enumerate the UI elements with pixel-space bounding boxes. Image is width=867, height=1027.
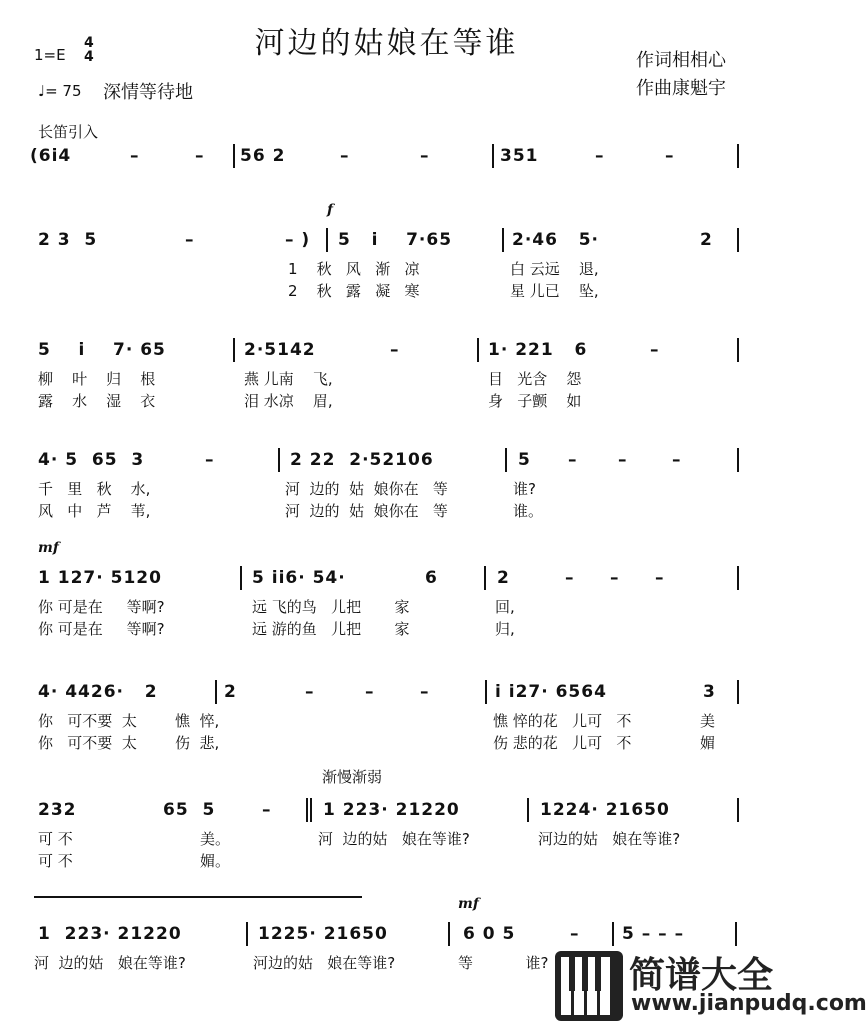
note-group: 5 i 7·65 (338, 230, 453, 250)
lyric-verse-2: 你 可不要 太 伤 悲, (38, 734, 220, 752)
note-group: – (195, 146, 205, 166)
lyric-verse-2: 谁。 (513, 502, 544, 520)
note-group: 5 i 7· 65 (38, 340, 166, 360)
lyric-verse-2: 露 水 湿 衣 (38, 392, 156, 410)
bar-line (215, 680, 217, 704)
lyric-verse-1: 燕 儿南 飞, (244, 370, 333, 388)
lyric-verse-1: 柳 叶 归 根 (38, 370, 156, 388)
note-group: 2 3 5 (38, 230, 98, 250)
note-group: – ) (285, 230, 311, 250)
song-title: 河边的姑娘在等谁 (254, 26, 519, 61)
lyric-verse-1: 你 可是在 等啊? (38, 598, 165, 616)
tempo-instruction: 渐慢渐弱 (322, 768, 383, 786)
note-group: 2 (700, 230, 713, 250)
watermark-logo (555, 945, 867, 1027)
note-group: 2 22 2·52106 (290, 450, 434, 470)
note-group: 3 (703, 682, 716, 702)
note-group: – (420, 682, 430, 702)
lyric-verse-2: 泪 水凉 眉, (244, 392, 333, 410)
bar-line (246, 922, 248, 946)
note-group: 2·46 5· (512, 230, 599, 250)
lyric-verse-2: 伤 悲的花 儿可 不 (493, 734, 632, 752)
lyric-verse-1: 白 云远 退, (510, 260, 599, 278)
bar-line (612, 922, 614, 946)
lyric-verse-1: 远 飞的鸟 儿把 家 (252, 598, 410, 616)
lyric-verse-1: 你 可不要 太 憔 悴, (38, 712, 220, 730)
lyric-verse-1: 目 光含 怨 (488, 370, 582, 388)
lyric-verse-2: 2 秋 露 凝 寒 (288, 282, 420, 300)
note-group: – (185, 230, 195, 250)
expression-mark: 深情等待地 (103, 82, 193, 103)
note-group: – (665, 146, 675, 166)
composer: 作曲康魁宇 (636, 78, 726, 99)
note-group: 1 127· 5120 (38, 568, 162, 588)
note-group: – (595, 146, 605, 166)
note-group: 351 (500, 146, 539, 166)
bar-line (310, 798, 312, 822)
note-group: – (568, 450, 578, 470)
note-group: – (565, 568, 575, 588)
bar-line (737, 566, 739, 590)
lyric-verse-2: 河 边的 姑 娘你在 等 (285, 502, 448, 520)
bar-line (737, 338, 739, 362)
lyric-verse-1: 河 边的姑 娘在等谁? (34, 954, 186, 972)
bar-line (240, 566, 242, 590)
note-group: 5 ii6· 54· (252, 568, 346, 588)
bar-line (735, 922, 737, 946)
lyric-verse-2: 身 子颤 如 (488, 392, 582, 410)
note-group: – (672, 450, 682, 470)
bar-line (278, 448, 280, 472)
note-group: 6 (425, 568, 438, 588)
note-group: – (610, 568, 620, 588)
lyric-verse-2: 媚 (700, 734, 716, 752)
note-group: – (618, 450, 628, 470)
note-group: – (305, 682, 315, 702)
note-group: 2 (497, 568, 510, 588)
bar-line (737, 798, 739, 822)
lyric-verse-2: 风 中 芦 苇, (38, 502, 151, 520)
note-group: – (262, 800, 272, 820)
piano-icon (555, 951, 623, 1021)
note-group: 1 223· 21220 (38, 924, 182, 944)
note-group: 4· 5 65 3 (38, 450, 145, 470)
bar-line (737, 448, 739, 472)
note-group: 1225· 21650 (258, 924, 388, 944)
lyric-verse-1: 谁? (513, 480, 536, 498)
note-group: 5 – – – (622, 924, 685, 944)
bar-line (505, 448, 507, 472)
lyric-verse-1: 美 (700, 712, 716, 730)
note-group: 1224· 21650 (540, 800, 670, 820)
time-top: 4 (84, 35, 94, 51)
bar-line (233, 338, 235, 362)
note-group: 1· 221 6 (488, 340, 588, 360)
note-group: 4· 4426· 2 (38, 682, 158, 702)
watermark-text: 简谱大全 (629, 955, 774, 996)
bar-line (527, 798, 529, 822)
lyric-verse-1: 河边的姑 娘在等谁? (538, 830, 681, 848)
bar-line (502, 228, 504, 252)
key-signature: 1=E (34, 46, 66, 64)
bar-line (306, 798, 308, 822)
dynamic-mark: mf (458, 896, 479, 912)
lyric-verse-1: 河边的姑 娘在等谁? (253, 954, 396, 972)
lyric-verse-2: 归, (495, 620, 515, 638)
lyric-verse-1: 回, (495, 598, 515, 616)
lyric-verse-2: 星 儿已 坠, (510, 282, 599, 300)
lyric-verse-2: 你 可是在 等啊? (38, 620, 165, 638)
lyric-verse-1: 美。 (200, 830, 231, 848)
note-group: 5 (518, 450, 531, 470)
note-group: – (570, 924, 580, 944)
note-group: 2·5142 (244, 340, 316, 360)
note-group: i i27· 6564 (495, 682, 607, 702)
bar-line (484, 566, 486, 590)
note-group: – (650, 340, 660, 360)
bar-line (492, 144, 494, 168)
lyric-verse-1: 可 不 (38, 830, 73, 848)
note-group: (6i4 (30, 146, 72, 166)
bar-line (233, 144, 235, 168)
watermark-url: www.jianpudq.com (631, 991, 867, 1016)
note-group: – (205, 450, 215, 470)
lyric-verse-1: 河 边的 姑 娘你在 等 (285, 480, 448, 498)
crescendo-line (34, 896, 362, 898)
bar-line (737, 144, 739, 168)
lyric-verse-2: 媚。 (200, 852, 231, 870)
bar-line (326, 228, 328, 252)
bar-line (448, 922, 450, 946)
note-group: 232 (38, 800, 77, 820)
note-group: 6 0 5 (463, 924, 516, 944)
bar-line (737, 228, 739, 252)
lyric-verse-2: 可 不 (38, 852, 73, 870)
bar-line (477, 338, 479, 362)
dynamic-mark: f (327, 202, 334, 218)
note-group: – (390, 340, 400, 360)
note-group: – (365, 682, 375, 702)
note-group: 56 2 (240, 146, 286, 166)
lyricist: 作词相相心 (636, 50, 726, 71)
bar-line (737, 680, 739, 704)
lyric-verse-2: 远 游的鱼 儿把 家 (252, 620, 410, 638)
lyric-verse-1: 憔 悴的花 儿可 不 (493, 712, 632, 730)
intro-label: 长笛引入 (38, 123, 99, 141)
time-bottom: 4 (84, 49, 94, 65)
note-group: – (420, 146, 430, 166)
note-group: – (340, 146, 350, 166)
note-group: – (655, 568, 665, 588)
tempo-mark: ♩= 75 (38, 82, 82, 100)
time-signature (84, 36, 94, 64)
note-group: – (130, 146, 140, 166)
lyric-verse-1: 1 秋 风 渐 凉 (288, 260, 420, 278)
lyric-verse-1: 千 里 秋 水, (38, 480, 151, 498)
lyric-verse-1: 河 边的姑 娘在等谁? (318, 830, 470, 848)
note-group: 65 5 (163, 800, 216, 820)
note-group: 2 (224, 682, 237, 702)
lyric-verse-1: 等 谁? (458, 954, 549, 972)
bar-line (485, 680, 487, 704)
note-group: 1 223· 21220 (323, 800, 460, 820)
dynamic-mark: mf (38, 540, 59, 556)
